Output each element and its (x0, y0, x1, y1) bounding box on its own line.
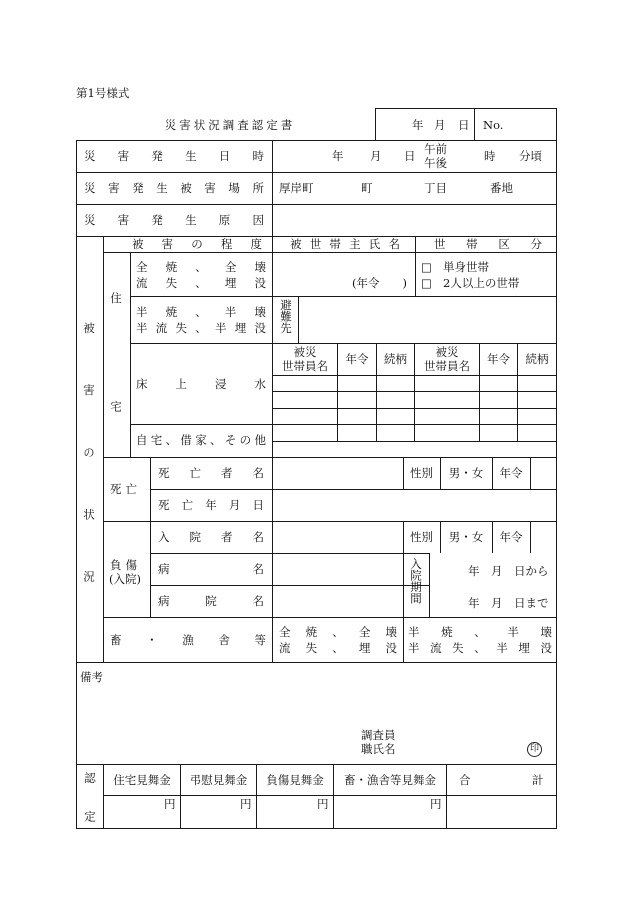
evacuation-label: 避難先 (279, 299, 293, 334)
line (446, 764, 447, 828)
line (130, 424, 556, 425)
hanshou-b: 半流失、半埋没 (136, 321, 266, 335)
line (298, 296, 299, 343)
header-box-divider (474, 108, 475, 140)
livestock-half-b: 半流失、半埋没 (408, 641, 552, 655)
seal-icon: 印 (527, 742, 542, 757)
livestock-label: 畜・漁舎等 (110, 633, 266, 647)
injury-header: 負傷見舞金 (266, 773, 324, 787)
injury-sex-label: 性別 (410, 530, 433, 544)
line (414, 343, 415, 441)
member-age-2: 年令 (487, 352, 510, 366)
line (103, 617, 556, 618)
line (530, 457, 531, 489)
multi-household: 2人以上の世帯 (443, 276, 520, 290)
line (103, 457, 556, 458)
line (130, 296, 556, 297)
place-cho: 町 (361, 181, 373, 195)
member-name-b-2: 世帯員名 (424, 359, 470, 373)
house-label: 住宅 (109, 292, 123, 412)
member-name-a-2: 被災 (435, 345, 459, 359)
form-number: 第1号様式 (76, 86, 130, 100)
line (415, 236, 416, 296)
period-from: 年 月 日から (468, 564, 549, 578)
datetime-am: 午前 (424, 142, 447, 156)
datetime-year: 年 (332, 149, 344, 163)
livestock-half-a: 半焼、半壊 (408, 625, 552, 639)
header-month: 月 (434, 118, 446, 132)
place-label: 災害発生被害場所 (84, 181, 264, 195)
hanshou-a: 半焼、半壊 (136, 305, 266, 319)
header-box-bottom (76, 140, 556, 141)
line (403, 617, 404, 662)
line (429, 553, 430, 617)
datetime-day: 日 (404, 149, 416, 163)
death-date-label: 死亡年月日 (158, 498, 264, 512)
line (272, 441, 556, 442)
line (150, 457, 151, 617)
position-label: 職氏名 (361, 742, 396, 756)
frame-bottom (76, 828, 557, 829)
line (76, 204, 556, 205)
line (103, 795, 556, 796)
housing-yen: 円 (164, 797, 176, 811)
death-age-label: 年令 (499, 466, 523, 480)
category-header: 世帯区分 (434, 237, 542, 251)
livestock-full-b: 流失、埋没 (279, 641, 397, 655)
place-town: 厚岸町 (279, 181, 314, 195)
zenshou-b: 流失、埋没 (136, 276, 266, 290)
header-box-right (556, 108, 557, 140)
line (272, 236, 273, 662)
single-household: 単身世帯 (443, 260, 489, 274)
cause-label: 災害発生原因 (84, 213, 264, 227)
line (76, 662, 556, 663)
member-relation-2: 続柄 (525, 352, 549, 366)
disease-label: 病名 (158, 562, 264, 576)
datetime-hour: 時 (484, 149, 496, 163)
livestock-yen: 円 (430, 797, 442, 811)
member-name-b: 世帯員名 (282, 359, 328, 373)
line (103, 236, 104, 662)
member-name-a: 被災 (293, 345, 317, 359)
injury-sex-value: 男・女 (448, 530, 484, 544)
inspector-label: 調査員 (361, 728, 396, 742)
zenshou-a: 全焼、全壊 (136, 260, 266, 274)
death-sex-value: 男・女 (448, 466, 484, 480)
datetime-pm: 午後 (424, 156, 447, 170)
injury-age-label: 年令 (499, 530, 523, 544)
datetime-minute: 分頃 (519, 149, 542, 163)
form-title: 災害状況調査認定書 (164, 118, 296, 132)
line (103, 252, 556, 253)
householder-header: 被世帯主氏名 (290, 237, 400, 251)
death-label: 死亡 (110, 482, 141, 496)
line (76, 764, 556, 765)
hospital-label: 病院名 (158, 594, 264, 608)
injury-label: 負傷 (110, 558, 141, 572)
header-year: 年 (412, 118, 424, 132)
livestock-header: 畜・漁舎等見舞金 (344, 773, 436, 787)
total-header-a: 合 (459, 773, 471, 787)
multi-checkbox[interactable]: □ (421, 276, 432, 290)
single-checkbox[interactable]: □ (421, 260, 432, 274)
line (130, 343, 556, 344)
total-header-b: 計 (532, 773, 544, 787)
livestock-full-a: 全焼、全壊 (279, 625, 397, 639)
line (530, 521, 531, 553)
hospital-period-label: 入院期間 (409, 558, 423, 604)
datetime-month: 月 (370, 149, 382, 163)
ownership-label: 自宅、借家、その他 (136, 433, 266, 447)
housing-header: 住宅見舞金 (113, 773, 171, 787)
frame-right (556, 140, 557, 828)
header-box-top (375, 108, 556, 109)
age-paren: (年令 ) (352, 276, 407, 290)
period-to: 年 月 日まで (468, 596, 549, 610)
line (272, 140, 273, 237)
header-box-left (375, 108, 376, 140)
death-sex-label: 性別 (410, 466, 433, 480)
datetime-label: 災害発生日時 (84, 149, 264, 163)
line (76, 172, 556, 173)
member-age: 年令 (345, 352, 369, 366)
line (403, 553, 404, 617)
place-chome: 丁目 (424, 181, 447, 195)
line (103, 521, 556, 522)
member-relation: 続柄 (384, 352, 407, 366)
injury-hospital-label: (入院) (109, 572, 141, 586)
injury-yen: 円 (317, 797, 329, 811)
line (150, 489, 556, 490)
frame-left (76, 140, 77, 828)
header-day: 日 (458, 118, 470, 132)
condolence-yen: 円 (240, 797, 252, 811)
line (130, 252, 131, 457)
death-name-label: 死亡者名 (158, 466, 264, 480)
condolence-header: 弔慰見舞金 (189, 773, 248, 787)
line (150, 585, 429, 586)
damage-side-label: 被害の状況 (82, 322, 96, 582)
line (150, 553, 429, 554)
place-banchi: 番地 (490, 181, 513, 195)
approval-side-label: 認定 (83, 772, 97, 822)
remarks-label: 備考 (80, 670, 103, 684)
damage-degree-header: 被害の程度 (132, 237, 262, 251)
inpatient-name-label: 入院者名 (158, 530, 264, 544)
flood-label: 床上浸水 (136, 377, 266, 391)
header-no: No. (483, 118, 504, 132)
